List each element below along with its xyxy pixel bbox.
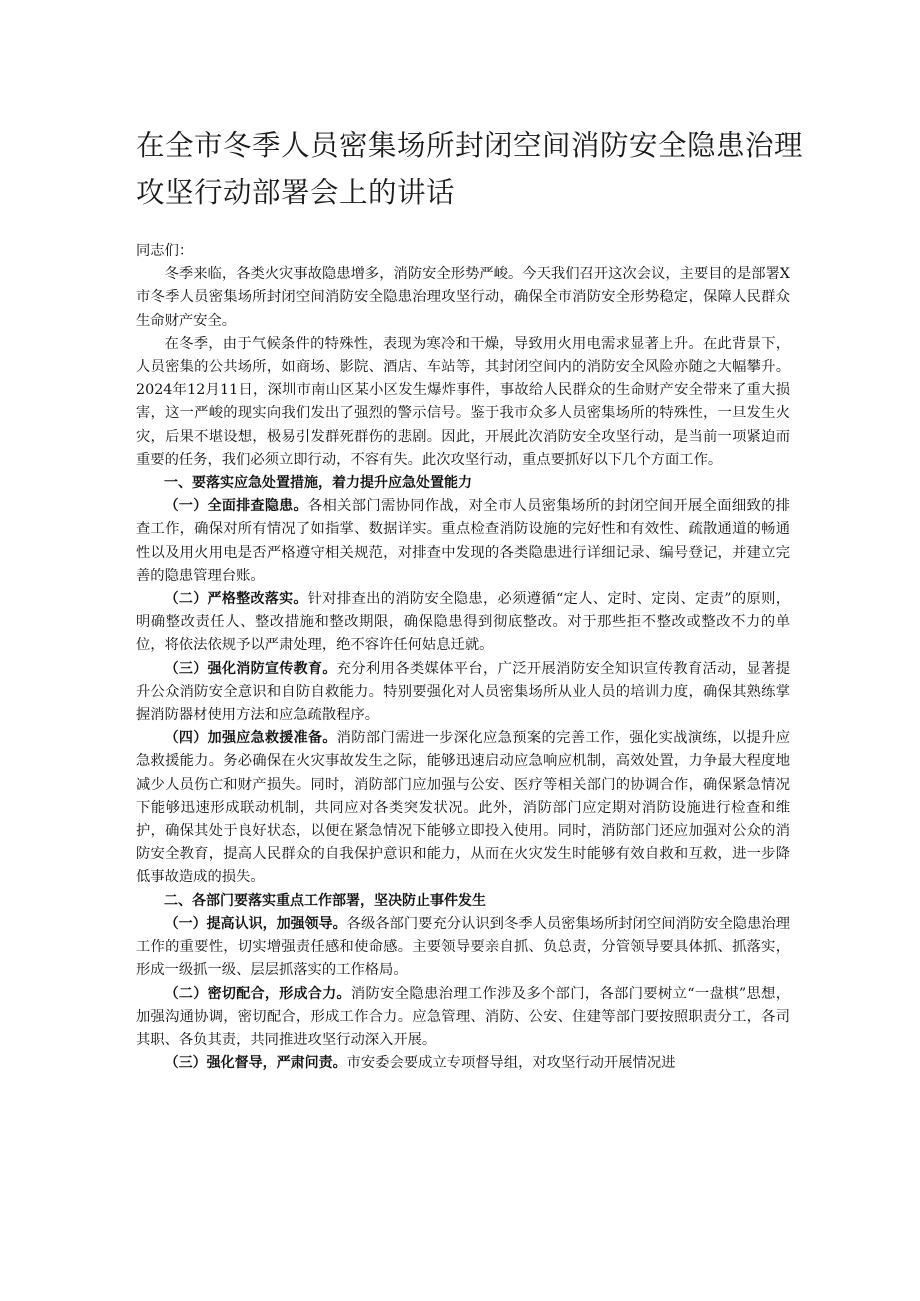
section-heading-1: 一、要落实应急处置措施，着力提升应急处置能力 (164, 475, 472, 492)
item-text: 充分利用各类媒体平台，广泛开展消防安全知识宣传教育活动，显著提升公众消防安全意识和自防自救能力。特别要强化对人员密集场所从业人员的培训力度，确保其熟练掌握消防器材使用方法和应急疏散程序。 (136, 660, 791, 724)
item-text: 市安委会要成立专项督导组，对攻坚行动开展情况进 (346, 1055, 676, 1072)
section-2-item-2 (136, 983, 790, 1053)
item-lead: （四）加强应急救援准备。 (164, 730, 337, 747)
item-lead: （一）全面排查隐患。 (164, 498, 308, 515)
item-lead: （三）强化消防宣传教育。 (164, 660, 337, 677)
intro-paragraph-2: 在冬季，由于气候条件的特殊性，表现为寒冷和干燥，导致用火用电需求显著上升。在此背景下，人员密集的公共场所，如商场、影院、酒店、车站等，其封闭空间内的消防安全风险亦随之大幅攀升。2024年12月11日，深圳市南山区某小区发生爆炸事件，事故给人民群众的生命财产安全带来了重大损害，这一严峻的现实向我们发出了强烈的警示信号。鉴于我市众多人员密集场所的特殊性，一旦发生火灾，后果不堪设想，极易引发群死群伤的悲剧。因此，开展此次消防安全攻坚行动，是当前一项紧迫而重要的任务，我们必须立即行动，不容有失。此次攻坚行动，重点要抓好以下几个方面工作。 (136, 335, 790, 468)
section-1-item-3 (136, 658, 790, 728)
item-text: 消防安全隐患治理工作涉及多个部门，各部门要树立“一盘棋”思想，加强沟通协调，密切配合，形成工作合力。应急管理、消防、公安、住建等部门要按照职责分工，各司其职、各负其责，共同推进攻坚行动深入开展。 (136, 985, 791, 1048)
section-1-item-1 (136, 495, 790, 588)
title-line-2: 攻坚行动部署会上的讲话 (136, 176, 456, 209)
item-lead: （三）强化督导，严肃问责。 (164, 1055, 347, 1072)
item-lead: （二）严格整改落实。 (164, 591, 308, 608)
section-2-item-3 (136, 1052, 790, 1075)
document-page (136, 122, 804, 1075)
item-text: 各级各部门要充分认识到冬季人员密集场所封闭空间消防安全隐患治理工作的重要性，切实增强责任感和使命感。主要领导要亲自抓、负总责，分管领导要具体抓、抓落实，形成一级抓一级、层层抓落实的工作格局。 (136, 915, 790, 979)
section-1-item-2 (136, 588, 790, 658)
item-lead: （一）提高认识，加强领导。 (164, 915, 347, 932)
item-text: 针对排查出的消防安全隐患，必须遵循“定人、定时、定岗、定责”的原则，明确整改责任人、整改措施和整改期限，确保隐患得到彻底整改。对于那些拒不整改或整改不力的单位，将依法依规予以严肃处理，绝不容许任何姑息迁就。 (136, 591, 790, 654)
section-heading-2: 二、各部门要落实重点工作部署，坚决防止事件发生 (164, 892, 486, 909)
title-line-1: 在全市冬季人员密集场所封闭空间消防安全隐患治理 (136, 129, 804, 162)
intro-paragraph-1: 冬季来临，各类火灾事故隐患增多，消防安全形势严峻。今天我们召开这次会议，主要目的是部署X市冬季人员密集场所封闭空间消防安全隐患治理攻坚行动，确保全市消防安全形势稳定，保障人民群众生命财产安全。 (136, 266, 790, 329)
item-text: 消防部门需进一步深化应急预案的完善工作，强化实战演练，以提升应急救援能力。务必确保在火灾事故发生之际，能够迅速启动应急响应机制，高效处置，力争最大程度地减少人员伤亡和财产损失。同时，消防部门应加强与公安、医疗等相关部门的协调合作，确保紧急情况下能够迅速形成联动机制，共同应对各类突发状况。此外，消防部门应定期对消防设施进行检查和维护，确保其处于良好状态，以便在紧急情况下能够立即投入使用。同时，消防部门还应加强对公众的消防安全教育，提高人民群众的自我保护意识和能力，从而在火灾发生时能够有效自救和互救，进一步降低事故造成的损失。 (136, 730, 791, 886)
salutation: 同志们： (136, 243, 194, 259)
document-title (136, 122, 804, 216)
item-text: 各相关部门需协同作战，对全市人员密集场所的封闭空间开展全面细致的排查工作，确保对所有情况了如指掌、数据详实。重点检查消防设施的完好性和有效性、疏散通道的畅通性以及用火用电是否严格遵守相关规范，对排查中发现的各类隐患进行详细记录、编号登记，并建立完善的隐患管理台账。 (136, 498, 791, 584)
document-body (136, 240, 790, 1075)
section-1-item-4 (136, 727, 790, 889)
item-lead: （二）密切配合，形成合力。 (164, 985, 351, 1002)
section-2-item-1 (136, 913, 790, 983)
